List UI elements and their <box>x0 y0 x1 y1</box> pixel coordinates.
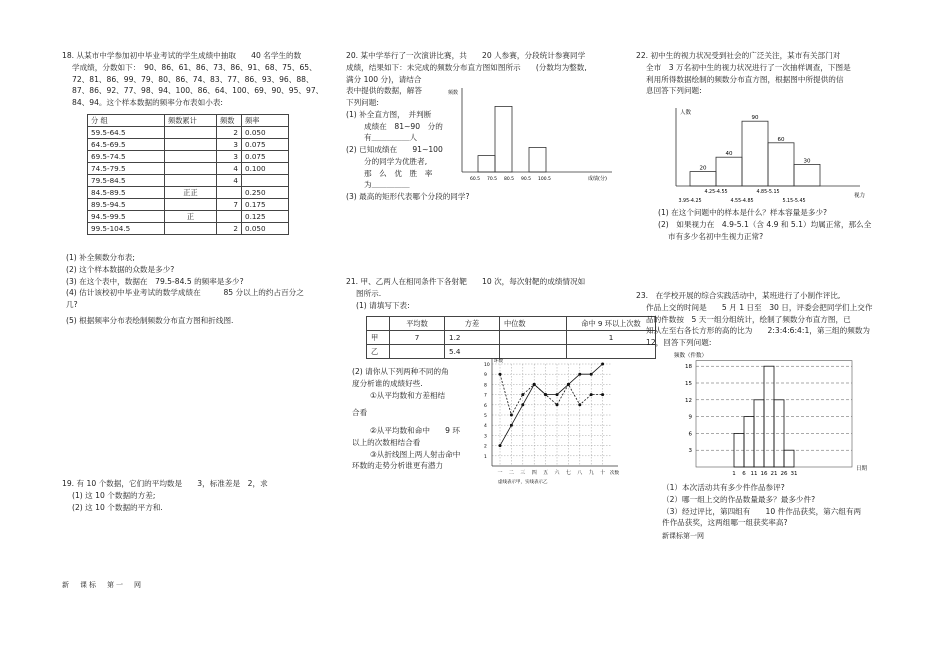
data-point <box>578 373 581 376</box>
table-cell: 4 <box>217 175 242 187</box>
data-point <box>521 393 524 396</box>
x-tick-label: 6 <box>742 471 746 477</box>
histogram-bar <box>690 172 716 186</box>
y-tick-label: 3 <box>484 434 487 440</box>
table-cell <box>165 163 217 175</box>
q22-line: 利用所得数据绘制的频数分布直方图，根据图中所提供的信 <box>646 74 844 84</box>
y-tick-label: 3 <box>688 448 692 455</box>
y-tick-label: 9 <box>688 414 692 421</box>
q20-line: 成绩，结果如下：未完成的频数分布直方图如图所示 (分数均为整数, <box>346 62 587 72</box>
table-cell: 3 <box>217 151 242 163</box>
x-tick-label: 11 <box>750 471 758 477</box>
y-tick-label: 12 <box>685 397 692 404</box>
x-tick-label: 100.5 <box>538 177 551 182</box>
table-cell: 94.5-99.5 <box>88 211 165 223</box>
q21-question: ②从平均数和命中 9 环 <box>370 426 460 436</box>
table-row <box>88 223 289 235</box>
x-tick-label: 80.5 <box>504 177 515 182</box>
table-cell: 99.5-104.5 <box>88 223 165 235</box>
q22-line: 22. 初中生的视力状况受到社会的广泛关注，某市有关部门对 <box>636 51 841 60</box>
q23-line: 作品上交的时间是 5 月 1 日至 30 日，评委会把同学们上交作 <box>646 302 873 312</box>
table-row <box>88 175 289 187</box>
x-tick-label: 八 <box>577 470 583 476</box>
q21-question: (2) 请你从下列两种不同的角 <box>352 367 449 376</box>
y-axis-label: 人数 <box>680 110 692 116</box>
table-cell <box>217 211 242 223</box>
x-axis-label: 视力 <box>854 193 866 199</box>
y-axis-label: 频数 <box>448 90 459 96</box>
q19-line: (1) 这 10 个数据的方差; <box>72 490 156 500</box>
table-cell <box>165 175 217 187</box>
q23-question: （1）本次活动共有多少件作品参评? <box>662 483 785 492</box>
y-tick-label: 6 <box>484 403 487 409</box>
data-point <box>544 393 547 396</box>
x-tick-label: 16 <box>760 471 768 477</box>
table-cell: 84.5-89.5 <box>88 187 165 199</box>
q22-questions <box>658 207 908 242</box>
q18-questions <box>66 252 336 327</box>
q20-line: 表中提供的数据，解答 <box>346 86 422 96</box>
table-header-cell: 平均数 <box>390 317 445 331</box>
q20-question: (3) 最高的矩形代表哪个分段的同学? <box>346 192 470 202</box>
table-cell: 0.050 <box>242 223 289 235</box>
table-cell: 0.100 <box>242 163 289 175</box>
q21-stats-table <box>366 316 656 359</box>
q18-line: 18. 从某市中学参加初中毕业考试的学生成绩中抽取 40 名学生的数 <box>62 51 302 60</box>
table-cell: 2 <box>217 127 242 139</box>
q20-line: 20. 某中学举行了一次演讲比赛，共 20 人参赛，分段统计参赛同学 <box>346 51 586 60</box>
bar-value-label: 90 <box>751 115 759 122</box>
q18-question: (3) 在这个表中，数据在 79.5-84.5 的频率是多少? <box>66 276 244 286</box>
q21-question: 度分析谁的成绩好些. <box>352 378 423 388</box>
x-axis-label: 成绩(分) <box>588 176 607 182</box>
x-tick-label: 3.95-4.25 <box>678 199 702 204</box>
histogram-bar <box>742 121 768 186</box>
q21-questions <box>352 366 482 472</box>
data-point <box>510 414 513 417</box>
table-cell: 74.5-79.5 <box>88 163 165 175</box>
y-tick-label: 6 <box>688 431 692 438</box>
y-tick-label: 15 <box>685 381 692 387</box>
table-cell <box>500 331 567 345</box>
x-tick-label: 三 <box>520 470 526 476</box>
q23-questions <box>662 482 902 542</box>
table-row <box>88 151 289 163</box>
q22-question: (2) 如果视力在 4.9-5.1（含 4.9 和 5.1）均属正常，那么全 <box>658 219 872 229</box>
q23-line: 知从左至右各长方形的高的比为 2:3:4:6:4:1，第三组的频数为 <box>646 326 871 336</box>
table-header-cell: 方差 <box>445 317 500 331</box>
q21-question: 合看 <box>352 408 368 418</box>
table-cell: 0.075 <box>242 139 289 151</box>
table-row <box>88 127 289 139</box>
table-cell <box>390 345 445 359</box>
y-tick-label: 5 <box>484 414 487 419</box>
q21-question: ①从平均数和方差相结 <box>370 390 446 400</box>
table-cell: 89.5-94.5 <box>88 199 165 211</box>
q18-line: 72、81、86、99、79、80、86、74、83、77、86、93、96、88、 <box>72 74 314 84</box>
q18-question: (5) 根据频率分布表绘制频数分布直方图和折线图. <box>66 315 234 325</box>
table-row <box>367 331 656 345</box>
table-header-cell: 中位数 <box>500 317 567 331</box>
table-cell: 1 <box>567 331 656 345</box>
q23-question: （2）哪一组上交的作品数量最多？最多少件? <box>662 494 816 504</box>
x-tick-label: 六 <box>554 470 560 476</box>
x-tick-label: 四 <box>531 470 537 476</box>
q23-line: 品的件数按 5 天一组分组统计，绘制了频数分布直方图，已 <box>646 314 851 324</box>
q23-footer: 新课标第一网 <box>662 532 704 541</box>
table-cell: 7 <box>390 331 445 345</box>
table-cell: 4 <box>217 163 242 175</box>
series-line-yi <box>500 364 603 446</box>
histogram-bar <box>794 164 820 186</box>
q20-question: 分的同学为优胜者, <box>364 156 428 166</box>
q19-line: 19. 有 10 个数据，它们的平均数是 3，标准差是 2，求 <box>62 479 268 488</box>
q18-question: (4) 估计该校初中毕业考试的数学成绩在 85 分以上的约占百分之 <box>66 288 304 298</box>
data-point <box>556 393 559 396</box>
table-cell: 乙 <box>367 345 390 359</box>
q20-question: 为＿＿＿＿＿ <box>364 180 410 190</box>
q18-question: (1) 补全频数分布表; <box>66 253 135 262</box>
table-cell <box>165 223 217 235</box>
table-cell: 5.4 <box>445 345 500 359</box>
x-axis-label: 次数 <box>610 471 619 476</box>
q21-line-chart <box>474 356 624 488</box>
bar-value-label: 60 <box>777 136 785 143</box>
question-23 <box>636 290 896 349</box>
question-21 <box>346 276 616 311</box>
data-point <box>567 383 570 386</box>
q20-question: 那 么 优 胜 率 <box>364 168 433 178</box>
table-cell: 0.125 <box>242 211 289 223</box>
table-cell: 甲 <box>367 331 390 345</box>
q21-question: 以上的次数相结合看 <box>352 437 421 447</box>
y-tick-label: 8 <box>484 383 487 389</box>
x-tick-label: 七 <box>565 470 571 476</box>
legend: 虚线表示甲，实线表示乙 <box>498 480 548 485</box>
histogram-bar <box>768 143 794 186</box>
data-point <box>556 403 559 406</box>
table-row <box>88 211 289 223</box>
q23-question: （3）经过评比，第四组有 10 件作品获奖，第六组有两 <box>662 506 862 516</box>
table-cell: 0.250 <box>242 187 289 199</box>
bar-value-label: 20 <box>699 165 707 172</box>
table-row <box>88 187 289 199</box>
x-tick-label: 21 <box>770 471 778 477</box>
table-header-cell: 频数 <box>217 115 242 127</box>
q18-question: 几? <box>66 300 78 310</box>
x-tick-label: 九 <box>588 470 594 476</box>
y-tick-label: 9 <box>484 373 487 379</box>
q19-line: (2) 这 10 个数据的平方和. <box>72 502 163 512</box>
q20-question: (2) 已知成绩在 91~100 <box>346 145 443 155</box>
question-18 <box>62 50 332 109</box>
table-header-cell: 命中 9 环以上次数 <box>567 317 656 331</box>
x-tick-label: 十 <box>600 470 606 476</box>
data-point <box>601 393 604 396</box>
table-cell: 正 <box>165 211 217 223</box>
table-cell <box>165 139 217 151</box>
q20-question: (1) 补全直方图， 并判断 <box>346 109 432 119</box>
q22-line: 息回答下列问题: <box>646 86 702 96</box>
data-point <box>510 424 513 427</box>
q23-line: 23. 在学校开展的综合实践活动中，某班进行了小制作评比, <box>636 291 841 300</box>
data-point <box>499 444 502 447</box>
q20-line: 下列问题: <box>346 98 379 108</box>
y-tick-label: 18 <box>685 364 692 371</box>
q21-line: (1) 请填写下表: <box>356 300 410 310</box>
q18-line: 84、94。这个样本数据的频率分布表如小表: <box>72 98 223 108</box>
x-tick-label: 4.25-4.55 <box>704 190 728 195</box>
histogram-bar <box>478 156 495 172</box>
histogram-bar <box>744 417 754 467</box>
table-cell: 正正 <box>165 187 217 199</box>
q23-histogram <box>670 349 870 481</box>
histogram-bar <box>784 450 794 467</box>
y-axis-label: 环数 <box>494 359 503 364</box>
table-row <box>88 163 289 175</box>
table-header-cell: 频数累计 <box>165 115 217 127</box>
table-header-cell: 分 组 <box>88 115 165 127</box>
table-cell: 0.050 <box>242 127 289 139</box>
data-point <box>499 373 502 376</box>
table-cell: 79.5-84.5 <box>88 175 165 187</box>
x-tick-label: 二 <box>508 470 514 476</box>
data-point <box>601 363 604 366</box>
x-tick-label: 五 <box>543 470 549 476</box>
table-cell: 64.5-69.5 <box>88 139 165 151</box>
x-tick-label: 60.5 <box>470 177 481 182</box>
y-tick-label: 2 <box>484 444 487 450</box>
q21-question: 环数的走势分析谁更有潜力 <box>352 461 444 471</box>
q18-line: 学成绩，分数如下： 90、86、61、86、73、86、91、68、75、65、 <box>72 62 317 72</box>
q23-question: 件作品获奖，这两组哪一组获奖率高? <box>662 518 788 528</box>
table-cell: 0.175 <box>242 199 289 211</box>
y-axis-label: 频数（件数） <box>674 353 708 359</box>
data-point <box>521 403 524 406</box>
q21-line: 图所示. <box>356 288 382 298</box>
table-cell: 3 <box>217 139 242 151</box>
data-point <box>533 383 536 386</box>
q20-question: 有＿＿＿＿＿人 <box>364 133 418 143</box>
x-tick-label: 5.15-5.45 <box>782 199 806 204</box>
question-22 <box>636 50 896 97</box>
y-tick-label: 4 <box>484 424 487 430</box>
x-tick-label: 4.55-4.85 <box>730 199 754 204</box>
data-point <box>578 403 581 406</box>
table-cell: 59.5-64.5 <box>88 127 165 139</box>
x-tick-label: 26 <box>780 471 788 477</box>
q21-question: ③从折线图上两人射击命中 <box>370 449 461 459</box>
q20-question: 成绩在 81~90 分的 <box>364 121 443 131</box>
q20-histogram <box>440 84 620 184</box>
x-tick-label: 70.5 <box>487 177 498 182</box>
histogram-bar <box>529 147 546 172</box>
table-cell: 0.075 <box>242 151 289 163</box>
q22-histogram <box>664 106 874 204</box>
q22-question: (1) 在这个问题中的样本是什么？样本容量是多少? <box>658 208 828 217</box>
table-header-row <box>88 115 289 127</box>
histogram-bar <box>495 106 512 172</box>
page-footer: 新 课标 第一 网 <box>62 581 143 589</box>
bar-value-label: 30 <box>803 158 811 165</box>
histogram-bar <box>716 157 742 186</box>
table-header-cell <box>367 317 390 331</box>
q18-frequency-table <box>87 114 289 235</box>
y-tick-label: 1 <box>484 454 487 460</box>
y-tick-label: 7 <box>484 393 487 399</box>
data-point <box>590 373 593 376</box>
table-cell: 2 <box>217 223 242 235</box>
table-header-row <box>367 317 656 331</box>
table-cell <box>217 187 242 199</box>
table-cell <box>165 151 217 163</box>
q18-question: (2) 这个样本数据的众数是多少? <box>66 264 175 274</box>
q21-line: 21. 甲、乙两人在相同条件下各射靶 10 次，每次射靶的成绩情况如 <box>346 277 586 286</box>
q22-question: 市有多少名初中生视力正常? <box>668 231 764 241</box>
q20-line: 满分 100 分)，请结合 <box>346 74 422 84</box>
q18-line: 87、86、92、77、98、94、100、86、64、100、69、90、95、97、 <box>72 86 324 96</box>
table-cell <box>165 127 217 139</box>
table-row <box>88 199 289 211</box>
x-tick-label: 1 <box>732 471 736 477</box>
table-cell: 69.5-74.5 <box>88 151 165 163</box>
x-tick-label: 一 <box>497 470 503 476</box>
y-tick-label: 10 <box>484 363 490 368</box>
table-header-cell: 频率 <box>242 115 289 127</box>
question-19 <box>62 478 332 513</box>
table-cell <box>165 199 217 211</box>
table-cell: 7 <box>217 199 242 211</box>
x-tick-label: 90.5 <box>521 177 532 182</box>
x-axis-label: 日期 <box>856 466 868 472</box>
table-row <box>88 139 289 151</box>
table-cell <box>242 175 289 187</box>
x-tick-label: 4.85-5.15 <box>756 190 780 195</box>
table-cell: 1.2 <box>445 331 500 345</box>
bar-value-label: 40 <box>725 151 733 158</box>
q22-line: 全市 3 万名初中生的视力状况进行了一次抽样调查，下图是 <box>646 62 851 72</box>
q23-line: 12，回答下列问题: <box>646 338 712 348</box>
data-point <box>590 393 593 396</box>
x-tick-label: 31 <box>790 471 798 477</box>
